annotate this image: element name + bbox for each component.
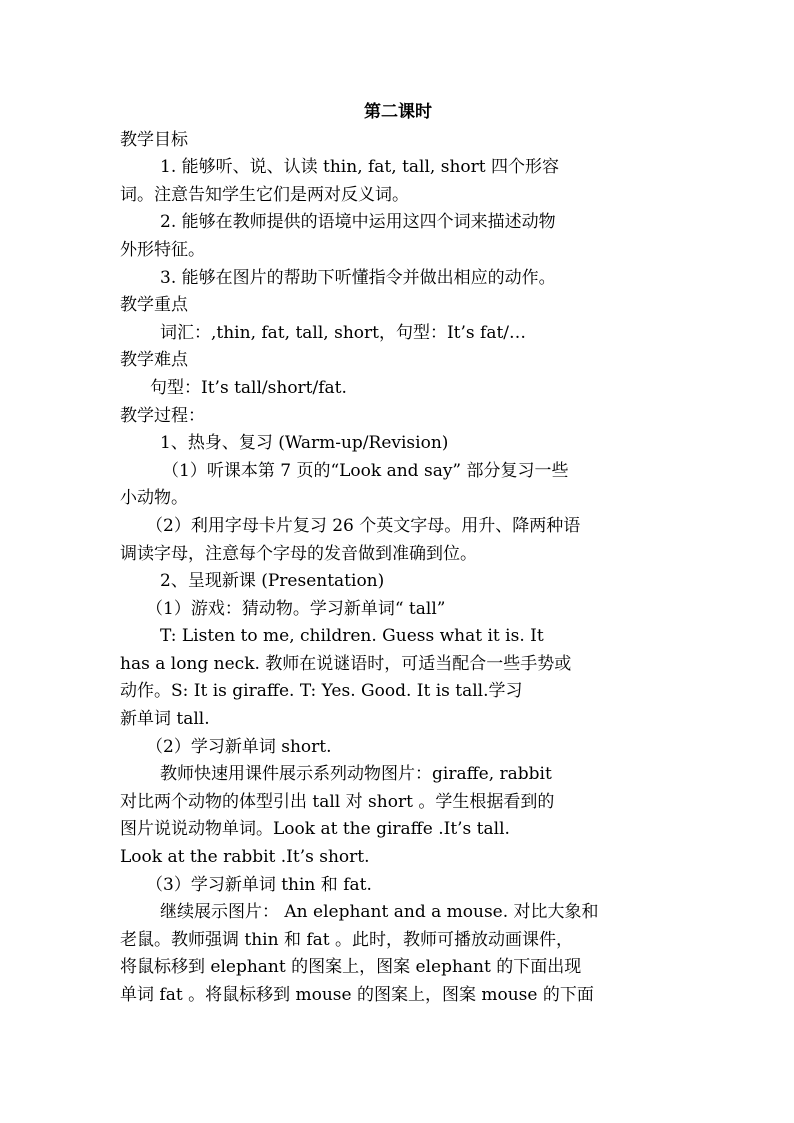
paragraph-line: 外形特征。 xyxy=(120,239,205,260)
paragraph-line: （1）游戏：猜动物。学习新单词“ tall” xyxy=(146,598,446,619)
paragraph-line: 1、热身、复习 (Warm-up/Revision) xyxy=(160,433,449,454)
paragraph-line: 图片说说动物单词。Look at the giraffe .It’s tall. xyxy=(120,819,510,840)
paragraph-line: 2、呈现新课 (Presentation) xyxy=(160,571,385,592)
paragraph-line: （2）学习新单词 short. xyxy=(146,736,332,757)
paragraph-line: 继续展示图片： An elephant and a mouse. 对比大象和 xyxy=(160,902,599,923)
document-page xyxy=(120,99,676,1010)
section-heading-goals: 教学目标 xyxy=(120,129,188,150)
paragraph-line: （3）学习新单词 thin 和 fat. xyxy=(146,874,372,895)
paragraph-line: 新单词 tall. xyxy=(120,709,210,730)
paragraph-line: 老鼠。教师强调 thin 和 fat 。此时，教师可播放动画课件， xyxy=(120,929,574,950)
paragraph-line: 对比两个动物的体型引出 tall 对 short 。学生根据看到的 xyxy=(120,791,555,812)
paragraph-line: 词。注意告知学生它们是两对反义词。 xyxy=(120,184,409,205)
paragraph-line: 动作。S: It is giraffe. T: Yes. Good. It is tall.学习 xyxy=(120,681,523,702)
paragraph-line: 3. 能够在图片的帮助下听懂指令并做出相应的动作。 xyxy=(160,267,556,288)
paragraph-line: 2. 能够在教师提供的语境中运用这四个词来描述动物 xyxy=(160,212,556,233)
paragraph-line: has a long neck. 教师在说谜语时，可适当配合一些手势或 xyxy=(120,653,572,674)
section-heading-difficulty: 教学难点 xyxy=(120,350,188,371)
section-heading-process: 教学过程： xyxy=(120,405,205,426)
paragraph-line: 单词 fat 。将鼠标移到 mouse 的图案上，图案 mouse 的下面 xyxy=(120,985,594,1005)
paragraph-line: 句型：It’s tall/short/fat. xyxy=(150,377,347,398)
paragraph-line: 调读字母，注意每个字母的发音做到准确到位。 xyxy=(120,543,477,564)
paragraph-line: 1. 能够听、说、认读 thin, fat, tall, short 四个形容 xyxy=(160,157,559,178)
paragraph-line: 教师快速用课件展示系列动物图片：giraffe, rabbit xyxy=(160,764,552,785)
paragraph-line: T: Listen to me, children. Guess what it is. It xyxy=(160,626,544,647)
document-title: 第二课时 xyxy=(364,102,432,122)
paragraph-line: 词汇：,thin, fat, tall, short，句型：It’s fat/… xyxy=(160,322,527,343)
paragraph-line: 将鼠标移到 elephant 的图案上，图案 elephant 的下面出现 xyxy=(120,957,582,978)
paragraph-line: 小动物。 xyxy=(120,488,188,509)
paragraph-line: （1）听课本第 7 页的“Look and say” 部分复习一些 xyxy=(162,460,569,481)
section-heading-focus: 教学重点 xyxy=(120,295,188,316)
paragraph-line: （2）利用字母卡片复习 26 个英文字母。用升、降两种语 xyxy=(146,515,581,536)
paragraph-line: Look at the rabbit .It’s short. xyxy=(120,847,370,868)
